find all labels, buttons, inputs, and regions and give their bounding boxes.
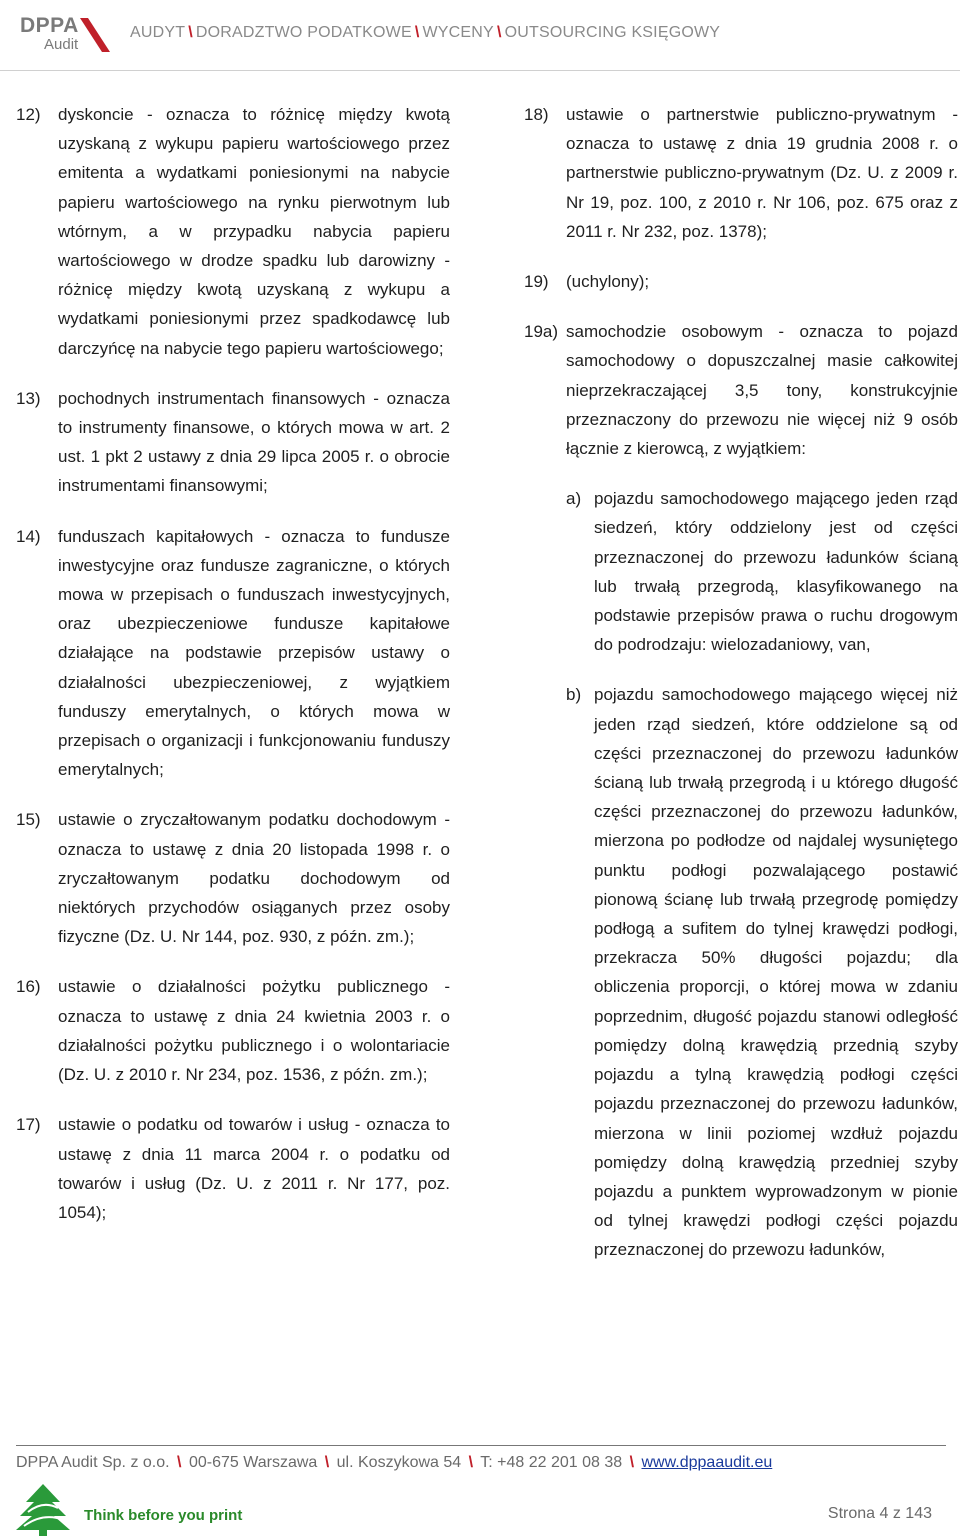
tagline-item: WYCENY — [422, 24, 494, 41]
item-text: pochodnych instrumentach finansowych - oznacza to instrumenty finansowe, o których mowa w art. 2 ust. 1 pkt 2 ustawy z dnia 29 lipca 2005 r. o obrocie instrumentami finansowymi; — [58, 388, 450, 496]
item-text: funduszach kapitałowych - oznacza to fundusze inwestycyjne oraz fundusze zagraniczne, o których mowa w przepisach o funduszach inwestycyjnych, oraz ubezpieczeniowe fundusze kapitałowe działające na podstawie przepisów ustawy o działalności ubezpieczeniowej, z wyjątkiem funduszy emerytalnych, o których mowa w przepisach o organizacji i funkcjonowaniu funduszy emerytalnych; — [58, 526, 450, 780]
tagline-item: DORADZTWO PODATKOWE — [195, 24, 412, 41]
website-link[interactable]: www.dppaaudit.eu — [641, 1454, 773, 1471]
item-number: 18) — [524, 105, 549, 124]
sub-item — [524, 484, 958, 659]
item-number: 15) — [16, 810, 41, 830]
item-text: ustawie o działalności pożytku publicznego - oznacza to ustawę z dnia 24 kwietnia 2003 r. o działalności pożytku publicznego i o wolontariacie (Dz. U. z 2010 r. Nr 234, poz. 1536, z późn. zm.); — [58, 977, 450, 1085]
definition-item — [16, 384, 450, 501]
definition-item — [16, 1110, 450, 1227]
page-number: Strona 4 z 143 — [827, 1505, 932, 1522]
item-text: ustawie o zryczałtowanym podatku dochodowym - oznacza to ustawę z dnia 20 listopada 1998 r. o zryczałtowanym podatku dochodowym od niektórych przychodów osiąganych przez osoby fizyczne (Dz. U. Nr 144, poz. 930, z późn. zm.); — [58, 810, 450, 947]
tree-icon — [14, 1482, 76, 1536]
sub-item-text: pojazdu samochodowego mającego jeden rząd siedzeń, który oddzielony jest od części przeznaczonej do przewozu ładunków ścianą lub trwałą przegrodą, klasyfikowanego na podstawie przepisów prawa o ruchu drogowym do podrodzaju: wielozadaniowy, van, — [594, 489, 958, 655]
definition-item — [16, 522, 450, 785]
footer-divider — [16, 1445, 946, 1446]
definition-item — [16, 972, 450, 1089]
footer-slogan: Think before you print — [84, 1507, 243, 1524]
company-logo — [20, 14, 100, 54]
sub-item-letter: b) — [566, 685, 582, 705]
footer-address — [16, 1454, 772, 1472]
footer-company: DPPA Audit Sp. z o.o. — [16, 1454, 170, 1471]
definition-item — [524, 100, 958, 246]
definition-item — [524, 267, 958, 296]
item-number: 17) — [16, 1115, 41, 1135]
item-text: dyskoncie - oznacza to różnicę między kwotą uzyskaną z wykupu papieru wartościowego przez emitenta a wydatkami poniesionymi na nabycie papieru wartościowego na rynku pierwotnym lub wtórnym, a w przypadku nabycia papieru wartościowego w drodze spadku lub darowizny - różnicę między kwotą uzyskaną z wykupu a wydatkami poniesionymi przez spadkodawcę lub darczyńcę na nabycie tego papieru wartościowego; — [58, 105, 450, 358]
item-text: ustawie o podatku od towarów i usług - oznacza to ustawę z dnia 11 marca 2004 r. o podatku od towarów i usług (Dz. U. z 2011 r. Nr 177, poz. 1054); — [58, 1115, 450, 1222]
item-number: 13) — [16, 388, 41, 408]
item-number: 14) — [16, 526, 41, 546]
item-text: (uchylony); — [566, 272, 650, 292]
definition-item — [16, 100, 450, 363]
separator-icon: \ — [468, 1454, 474, 1471]
item-number: 19) — [524, 272, 549, 292]
sub-item-text: pojazdu samochodowego mającego więcej niż jeden rząd siedzeń, które oddzielone są od części przeznaczonej do przewozu ładunków ścianą lub trwałą przegrodą i u którego długość części przeznaczonej do przewozu ładunków, mierzona po podłodze od najdalej wysuniętego punktu podłogi pozwalającego postawić pionową ścianę lub trwałą przegrodę pomiędzy podłogą a sufitem do tylnej krawędzi podłogi, przekracza 50% długości pojazdu; dla obliczenia proporcji, o której mowa w zdaniu poprzednim, długość pojazdu stanowi odległość pomiędzy dolną krawędzią przednią szyby pojazdu a tylną krawędzią podłogi części pojazdu przeznaczonej do przewozu ładunków, mierzona w linii poziomej wzdłuż pojazdu pomiędzy dolną krawędzią przedniej szyby pojazdu a punktem wyprowadzonym w pionie od tylnej krawędzi podłogi części pojazdu przeznaczonej do przewozu ładunków, — [594, 685, 958, 1260]
header-tagline — [130, 24, 720, 42]
item-number: 19a) — [524, 322, 559, 342]
separator-icon: \ — [629, 1454, 635, 1471]
separator-icon: \ — [496, 24, 502, 41]
separator-icon: \ — [188, 24, 193, 41]
page-header — [0, 0, 960, 72]
right-column — [524, 100, 958, 1286]
logo-subtext: Audit — [44, 36, 79, 53]
footer-phone: T: +48 22 201 08 38 — [480, 1454, 623, 1471]
definition-item — [524, 317, 958, 463]
definition-item — [16, 805, 450, 951]
sub-item-letter: a) — [566, 489, 582, 509]
logo-text: DPPA — [20, 14, 79, 37]
header-divider — [0, 70, 960, 71]
logo-slash-icon — [76, 16, 116, 56]
item-text: ustawie o partnerstwie publiczno-prywatnym - oznacza to ustawę z dnia 19 grudnia 2008 r. o partnerstwie publiczno-prywatnym (Dz. U. z 2009 r. Nr 19, poz. 100, z 2010 r. Nr 106, poz. 675 oraz z 2011 r. Nr 232, poz. 1378); — [566, 105, 958, 241]
item-number: 16) — [16, 977, 41, 997]
item-text: samochodzie osobowym - oznacza to pojazd samochodowy o dopuszczalnej masie całkowitej nieprzekraczającej 3,5 tony, konstrukcyjnie przeznaczony do przewozu nie więcej niż 9 osób łącznie z kierowcą, z wyjątkiem: — [566, 322, 958, 459]
sub-item — [524, 680, 958, 1264]
footer-street: ul. Koszykowa 54 — [336, 1454, 462, 1471]
item-number: 12) — [16, 105, 41, 124]
footer-city: 00-675 Warszawa — [188, 1454, 318, 1471]
tagline-item: OUTSOURCING KSIĘGOWY — [504, 24, 721, 41]
separator-icon: \ — [414, 24, 420, 41]
separator-icon: \ — [177, 1454, 182, 1471]
separator-icon: \ — [324, 1454, 330, 1471]
tagline-item: AUDYT — [130, 24, 186, 41]
left-column — [16, 100, 450, 1248]
